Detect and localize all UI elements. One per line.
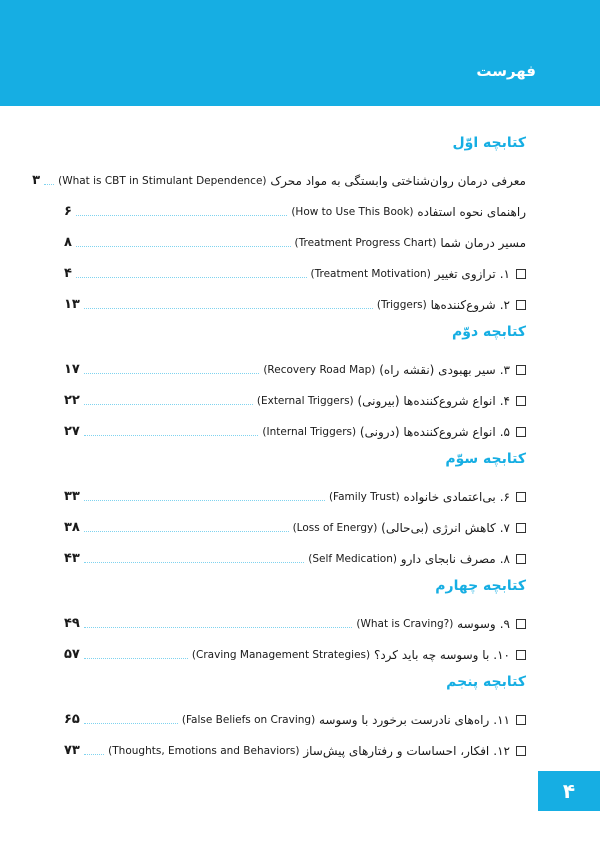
entry-number: ۱. bbox=[499, 267, 510, 281]
entry-title-english: (Treatment Motivation) bbox=[310, 268, 431, 280]
section-title: کتابچه پنجم bbox=[446, 674, 526, 690]
toc-entry-title bbox=[263, 362, 526, 378]
dotted-leader bbox=[84, 500, 325, 501]
toc-entry-title bbox=[308, 551, 526, 567]
entry-title-persian: معرفی درمان روان‌شناختی وابستگی به مواد محرک bbox=[270, 174, 526, 188]
entry-title-persian: با وسوسه چه باید کرد؟ bbox=[373, 648, 490, 662]
entry-title-persian: راهنمای نحوه استفاده bbox=[417, 205, 526, 219]
page-title: فهرست bbox=[476, 62, 536, 80]
entry-page-number: ۴۳ bbox=[64, 551, 80, 566]
entry-number: ۴. bbox=[499, 394, 510, 408]
entry-title-persian: مصرف نابجای دارو bbox=[400, 552, 496, 566]
entry-number: ۱۱. bbox=[493, 713, 510, 727]
entry-title-persian: سیر بهبودی (نقشه راه) bbox=[379, 363, 496, 377]
section-title: کتابچه دوّم bbox=[452, 324, 526, 340]
entry-title-english: (What is CBT in Stimulant Dependence) bbox=[58, 175, 267, 187]
entry-number: ۵. bbox=[499, 425, 510, 439]
dotted-leader bbox=[84, 404, 253, 405]
entry-title-english: (Treatment Progress Chart) bbox=[294, 237, 437, 249]
dotted-leader bbox=[84, 435, 259, 436]
toc-entry[interactable] bbox=[64, 728, 526, 759]
dotted-leader bbox=[84, 658, 188, 659]
entry-page-number: ۲۷ bbox=[64, 424, 80, 439]
toc-entry[interactable] bbox=[64, 601, 526, 632]
toc-entry[interactable] bbox=[64, 505, 526, 536]
entry-page-number: ۴ bbox=[64, 266, 72, 281]
entry-title-english: (Self Medication) bbox=[308, 553, 397, 565]
toc-entry[interactable] bbox=[64, 189, 526, 220]
checkbox-icon[interactable] bbox=[516, 650, 526, 660]
toc-entry-title bbox=[295, 235, 526, 251]
entry-page-number: ۴۹ bbox=[64, 616, 80, 631]
toc-entry[interactable] bbox=[32, 158, 526, 189]
toc-entry-title bbox=[257, 393, 526, 409]
dotted-leader bbox=[76, 277, 307, 278]
toc-entry-title bbox=[182, 712, 526, 728]
dotted-leader bbox=[84, 531, 289, 532]
entry-page-number: ۲۲ bbox=[64, 393, 80, 408]
checkbox-icon[interactable] bbox=[516, 554, 526, 564]
entry-title-english: (Triggers) bbox=[376, 299, 427, 311]
checkbox-icon[interactable] bbox=[516, 396, 526, 406]
entry-page-number: ۳۳ bbox=[64, 489, 80, 504]
toc-entry[interactable] bbox=[64, 536, 526, 567]
entry-title-english: (Craving Management Strategies) bbox=[191, 649, 371, 661]
entry-title-persian: انواع شروع‌کننده‌ها (درونی) bbox=[359, 425, 496, 439]
toc-entry-title bbox=[293, 520, 526, 536]
entry-title-english: (What is Craving?) bbox=[356, 618, 454, 630]
entry-title-persian: مسیر درمان شما bbox=[440, 236, 526, 250]
toc-entry[interactable] bbox=[64, 220, 526, 251]
toc-entry[interactable] bbox=[64, 347, 526, 378]
entry-page-number: ۳۸ bbox=[64, 520, 80, 535]
checkbox-icon[interactable] bbox=[516, 746, 526, 756]
entry-page-number: ۳ bbox=[32, 173, 41, 188]
entry-page-number: ۶۵ bbox=[64, 712, 80, 727]
checkbox-icon[interactable] bbox=[516, 492, 526, 502]
toc-entry[interactable] bbox=[64, 409, 526, 440]
checkbox-icon[interactable] bbox=[516, 715, 526, 725]
entry-title-english: (External Triggers) bbox=[256, 395, 354, 407]
entry-title-persian: افکار، احساسات و رفتارهای پیش‌ساز bbox=[303, 744, 490, 758]
section-title: کتابچه سوّم bbox=[445, 451, 526, 467]
entry-title-english: (How to Use This Book) bbox=[291, 206, 414, 218]
toc-entry[interactable] bbox=[64, 282, 526, 313]
entry-number: ۹. bbox=[499, 617, 510, 631]
toc-entry-title bbox=[291, 204, 526, 220]
entry-title-english: (False Beliefs on Craving) bbox=[181, 714, 316, 726]
entry-page-number: ۵۷ bbox=[64, 647, 80, 662]
entry-number: ۲. bbox=[499, 298, 510, 312]
entry-title-english: (Family Trust) bbox=[328, 491, 400, 503]
entry-number: ۳. bbox=[499, 363, 510, 377]
entry-page-number: ۷۳ bbox=[64, 743, 80, 758]
entry-title-persian: ترازوی تغییر bbox=[434, 267, 496, 281]
entry-number: ۶. bbox=[499, 490, 510, 504]
dotted-leader bbox=[84, 627, 353, 628]
toc-entry-title bbox=[377, 297, 526, 313]
header-bar bbox=[0, 0, 600, 106]
entry-title-persian: بی‌اعتمادی خانواده bbox=[403, 490, 496, 504]
entry-title-persian: انواع شروع‌کننده‌ها (بیرونی) bbox=[357, 394, 496, 408]
checkbox-icon[interactable] bbox=[516, 269, 526, 279]
entry-title-persian: راه‌های نادرست برخورد با وسوسه bbox=[319, 713, 490, 727]
toc-entry-title bbox=[311, 266, 526, 282]
entry-title-english: (Recovery Road Map) bbox=[263, 364, 376, 376]
toc-entry-title bbox=[329, 489, 526, 505]
entry-number: ۱۲. bbox=[493, 744, 510, 758]
dotted-leader bbox=[44, 184, 54, 185]
toc-entry[interactable] bbox=[64, 632, 526, 663]
entry-page-number: ۱۳ bbox=[64, 297, 80, 312]
entry-page-number: ۸ bbox=[64, 235, 72, 250]
entry-title-persian: وسوسه bbox=[457, 617, 496, 631]
checkbox-icon[interactable] bbox=[516, 427, 526, 437]
dotted-leader bbox=[76, 215, 287, 216]
entry-page-number: ۶ bbox=[64, 204, 72, 219]
entry-title-persian: کاهش انرژی (بی‌حالی) bbox=[381, 521, 496, 535]
dotted-leader bbox=[84, 562, 304, 563]
toc-entry[interactable] bbox=[64, 378, 526, 409]
page-number-box bbox=[538, 771, 600, 811]
entry-number: ۱۰. bbox=[493, 648, 510, 662]
table-of-contents bbox=[32, 128, 526, 763]
page-number: ۴ bbox=[562, 779, 576, 803]
entry-title-english: (Thoughts, Emotions and Behaviors) bbox=[108, 745, 300, 757]
entry-number: ۷. bbox=[499, 521, 510, 535]
toc-entry-title bbox=[58, 173, 526, 189]
checkbox-icon[interactable] bbox=[516, 300, 526, 310]
checkbox-icon[interactable] bbox=[516, 619, 526, 629]
section-title: کتابچه چهارم bbox=[435, 578, 526, 594]
toc-entry-title bbox=[108, 743, 526, 759]
toc-entry[interactable] bbox=[64, 697, 526, 728]
entry-title-persian: شروع‌کننده‌ها bbox=[430, 298, 496, 312]
dotted-leader bbox=[84, 373, 259, 374]
toc-entry-title bbox=[192, 647, 526, 663]
entry-title-english: (Internal Triggers) bbox=[262, 426, 357, 438]
dotted-leader bbox=[84, 723, 178, 724]
toc-entry-title bbox=[262, 424, 526, 440]
dotted-leader bbox=[84, 308, 373, 309]
checkbox-icon[interactable] bbox=[516, 365, 526, 375]
entry-number: ۸. bbox=[499, 552, 510, 566]
checkbox-icon[interactable] bbox=[516, 523, 526, 533]
section-title: کتابچه اوّل bbox=[452, 135, 526, 151]
dotted-leader bbox=[84, 754, 104, 755]
toc-entry-title bbox=[356, 616, 526, 632]
entry-page-number: ۱۷ bbox=[64, 362, 80, 377]
toc-entry[interactable] bbox=[64, 251, 526, 282]
toc-entry[interactable] bbox=[64, 474, 526, 505]
entry-title-english: (Loss of Energy) bbox=[292, 522, 378, 534]
dotted-leader bbox=[76, 246, 291, 247]
